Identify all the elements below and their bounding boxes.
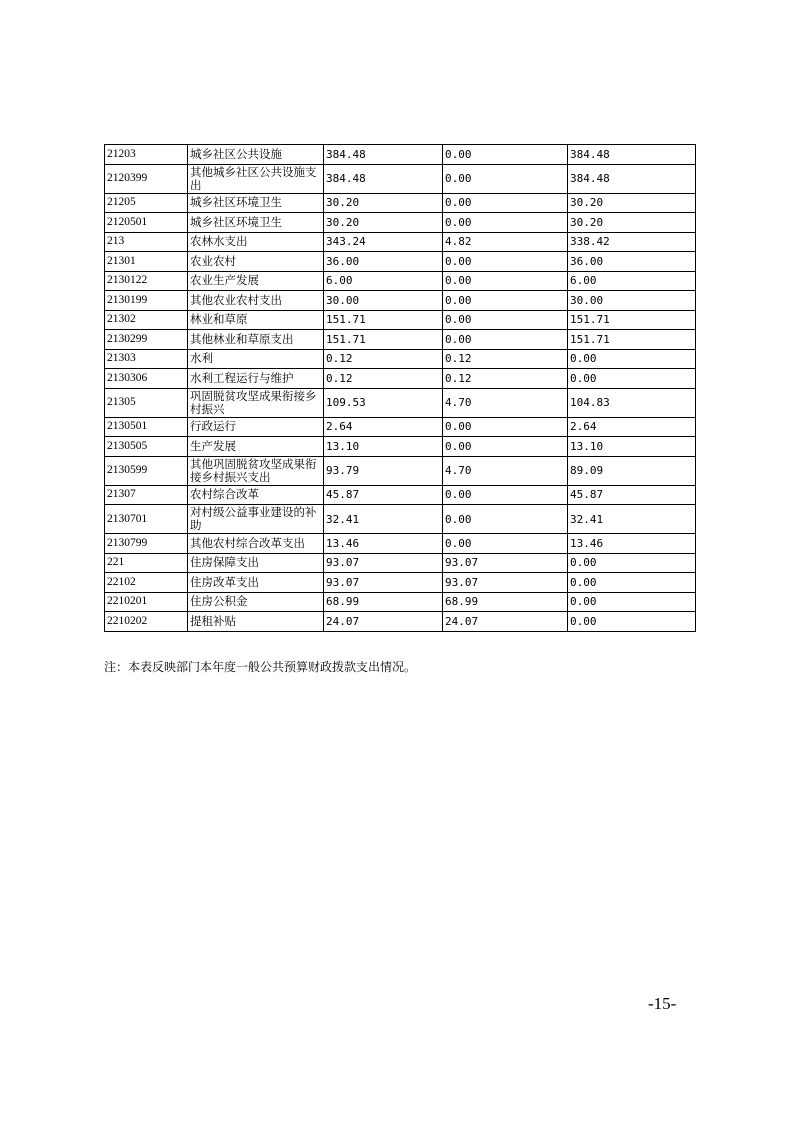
name-cell: 对村级公益事业建设的补助 — [188, 505, 324, 534]
name-cell: 其他农村综合改革支出 — [188, 534, 324, 554]
table-row — [105, 232, 696, 252]
table-row — [105, 417, 696, 437]
project-cell: 0.00 — [568, 369, 696, 389]
code-cell: 213 — [105, 232, 188, 252]
basic-cell: 0.00 — [443, 417, 568, 437]
code-cell: 21205 — [105, 193, 188, 213]
project-cell: 2.64 — [568, 417, 696, 437]
code-cell: 22102 — [105, 573, 188, 593]
table-row — [105, 534, 696, 554]
table-row — [105, 164, 696, 193]
code-cell: 21301 — [105, 252, 188, 272]
basic-cell: 0.00 — [443, 310, 568, 330]
project-cell: 151.71 — [568, 330, 696, 350]
code-cell: 2210201 — [105, 592, 188, 612]
expenditure-table — [104, 144, 696, 632]
name-cell: 农村综合改革 — [188, 485, 324, 505]
project-cell: 0.00 — [568, 349, 696, 369]
code-cell: 21203 — [105, 145, 188, 165]
code-cell: 2130599 — [105, 456, 188, 485]
code-cell: 2130122 — [105, 271, 188, 291]
name-cell: 农业生产发展 — [188, 271, 324, 291]
total-cell: 30.20 — [324, 213, 443, 233]
table-row — [105, 310, 696, 330]
basic-cell: 0.00 — [443, 437, 568, 457]
code-cell: 21307 — [105, 485, 188, 505]
table-row — [105, 456, 696, 485]
code-cell: 2130299 — [105, 330, 188, 350]
code-cell: 2120501 — [105, 213, 188, 233]
basic-cell: 0.12 — [443, 349, 568, 369]
project-cell: 0.00 — [568, 592, 696, 612]
table-row — [105, 592, 696, 612]
table-row — [105, 145, 696, 165]
basic-cell: 93.07 — [443, 553, 568, 573]
project-cell: 30.00 — [568, 291, 696, 311]
project-cell: 384.48 — [568, 145, 696, 165]
basic-cell: 0.00 — [443, 485, 568, 505]
name-cell: 其他城乡社区公共设施支出 — [188, 164, 324, 193]
code-cell: 21302 — [105, 310, 188, 330]
total-cell: 0.12 — [324, 349, 443, 369]
basic-cell: 0.00 — [443, 534, 568, 554]
table-row — [105, 330, 696, 350]
total-cell: 36.00 — [324, 252, 443, 272]
basic-cell: 0.12 — [443, 369, 568, 389]
name-cell: 生产发展 — [188, 437, 324, 457]
total-cell: 93.07 — [324, 573, 443, 593]
name-cell: 住房公积金 — [188, 592, 324, 612]
table-row — [105, 573, 696, 593]
name-cell: 城乡社区公共设施 — [188, 145, 324, 165]
code-cell: 221 — [105, 553, 188, 573]
table-row — [105, 271, 696, 291]
code-cell: 21303 — [105, 349, 188, 369]
code-cell: 2130799 — [105, 534, 188, 554]
table-row — [105, 485, 696, 505]
table-row — [105, 505, 696, 534]
code-cell: 2130501 — [105, 417, 188, 437]
basic-cell: 0.00 — [443, 252, 568, 272]
basic-cell: 4.70 — [443, 456, 568, 485]
project-cell: 45.87 — [568, 485, 696, 505]
project-cell: 6.00 — [568, 271, 696, 291]
total-cell: 32.41 — [324, 505, 443, 534]
name-cell: 行政运行 — [188, 417, 324, 437]
project-cell: 32.41 — [568, 505, 696, 534]
total-cell: 109.53 — [324, 388, 443, 417]
basic-cell: 0.00 — [443, 330, 568, 350]
total-cell: 24.07 — [324, 612, 443, 632]
code-cell: 21305 — [105, 388, 188, 417]
table-row — [105, 291, 696, 311]
table-row — [105, 213, 696, 233]
project-cell: 338.42 — [568, 232, 696, 252]
project-cell: 89.09 — [568, 456, 696, 485]
code-cell: 2130199 — [105, 291, 188, 311]
code-cell: 2120399 — [105, 164, 188, 193]
basic-cell: 0.00 — [443, 271, 568, 291]
name-cell: 住房改革支出 — [188, 573, 324, 593]
name-cell: 农林水支出 — [188, 232, 324, 252]
code-cell: 2130505 — [105, 437, 188, 457]
table-row — [105, 193, 696, 213]
table-footnote: 注：本表反映部门本年度一般公共预算财政拨款支出情况。 — [104, 660, 417, 674]
basic-cell: 0.00 — [443, 145, 568, 165]
basic-cell: 4.82 — [443, 232, 568, 252]
table-row — [105, 437, 696, 457]
total-cell: 13.46 — [324, 534, 443, 554]
table-row — [105, 388, 696, 417]
name-cell: 林业和草原 — [188, 310, 324, 330]
name-cell: 其他林业和草原支出 — [188, 330, 324, 350]
name-cell: 城乡社区环境卫生 — [188, 193, 324, 213]
total-cell: 6.00 — [324, 271, 443, 291]
total-cell: 0.12 — [324, 369, 443, 389]
total-cell: 30.20 — [324, 193, 443, 213]
table-row — [105, 349, 696, 369]
name-cell: 提租补贴 — [188, 612, 324, 632]
basic-cell: 0.00 — [443, 164, 568, 193]
page-number: -15- — [648, 994, 677, 1013]
project-cell: 13.46 — [568, 534, 696, 554]
project-cell: 104.83 — [568, 388, 696, 417]
project-cell: 151.71 — [568, 310, 696, 330]
basic-cell: 24.07 — [443, 612, 568, 632]
table-row — [105, 369, 696, 389]
project-cell: 0.00 — [568, 612, 696, 632]
table-row — [105, 252, 696, 272]
name-cell: 农业农村 — [188, 252, 324, 272]
project-cell: 30.20 — [568, 213, 696, 233]
total-cell: 151.71 — [324, 330, 443, 350]
code-cell: 2130701 — [105, 505, 188, 534]
total-cell: 2.64 — [324, 417, 443, 437]
project-cell: 0.00 — [568, 553, 696, 573]
project-cell: 384.48 — [568, 164, 696, 193]
name-cell: 其他巩固脱贫攻坚成果衔接乡村振兴支出 — [188, 456, 324, 485]
basic-cell: 93.07 — [443, 573, 568, 593]
code-cell: 2210202 — [105, 612, 188, 632]
table-row — [105, 612, 696, 632]
total-cell: 384.48 — [324, 164, 443, 193]
total-cell: 151.71 — [324, 310, 443, 330]
name-cell: 住房保障支出 — [188, 553, 324, 573]
name-cell: 水利工程运行与维护 — [188, 369, 324, 389]
basic-cell: 0.00 — [443, 193, 568, 213]
table-row — [105, 553, 696, 573]
total-cell: 13.10 — [324, 437, 443, 457]
basic-cell: 0.00 — [443, 505, 568, 534]
name-cell: 其他农业农村支出 — [188, 291, 324, 311]
name-cell: 巩固脱贫攻坚成果衔接乡村振兴 — [188, 388, 324, 417]
total-cell: 68.99 — [324, 592, 443, 612]
total-cell: 30.00 — [324, 291, 443, 311]
project-cell: 0.00 — [568, 573, 696, 593]
basic-cell: 4.70 — [443, 388, 568, 417]
project-cell: 36.00 — [568, 252, 696, 272]
total-cell: 343.24 — [324, 232, 443, 252]
total-cell: 45.87 — [324, 485, 443, 505]
basic-cell: 68.99 — [443, 592, 568, 612]
code-cell: 2130306 — [105, 369, 188, 389]
project-cell: 30.20 — [568, 193, 696, 213]
table-body — [105, 145, 696, 632]
total-cell: 384.48 — [324, 145, 443, 165]
basic-cell: 0.00 — [443, 291, 568, 311]
project-cell: 13.10 — [568, 437, 696, 457]
basic-cell: 0.00 — [443, 213, 568, 233]
total-cell: 93.79 — [324, 456, 443, 485]
name-cell: 城乡社区环境卫生 — [188, 213, 324, 233]
total-cell: 93.07 — [324, 553, 443, 573]
name-cell: 水利 — [188, 349, 324, 369]
